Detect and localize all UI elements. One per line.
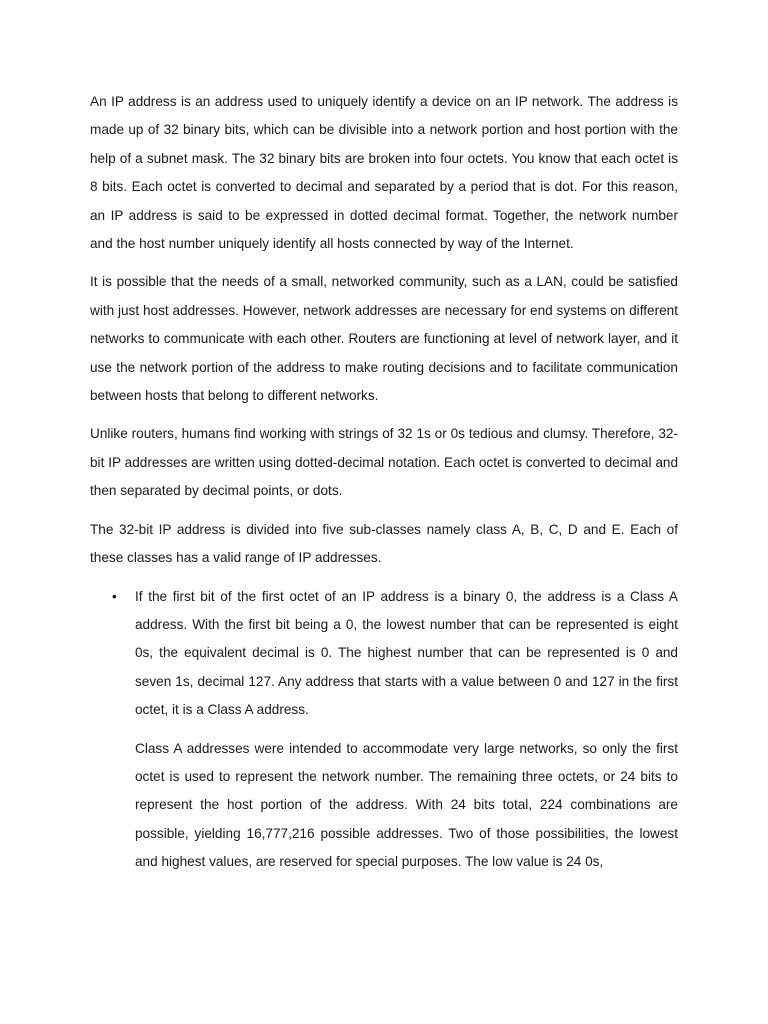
- document-page: [90, 88, 678, 887]
- paragraph-class-a-detail: Class A addresses were intended to accommodate very large networks, so only the first octet is used to represent the network number. The remaining three octets, or 24 bits to represent the host portion of the address. With 24 bits total, 224 combinations are possible, yielding 16,777,216 possible addresses. Two of those possibilities, the lowest and highest values, are reserved for special purposes. The low value is 24 0s,: [135, 740, 678, 870]
- bullet-icon: •: [112, 588, 117, 604]
- paragraph-network-addresses: It is possible that the needs of a small, networked community, such as a LAN, could be satisfied with just host addresses. However, network addresses are necessary for end systems on different networks to communicate with each other. Routers are functioning at level of network layer, and it use the network portion of the address to make routing decisions and to facilitate communication between hosts that belong to different networks.: [90, 274, 678, 404]
- list-item-class-a: [90, 583, 678, 725]
- paragraph-address-classes: The 32-bit IP address is divided into five sub-classes namely class A, B, C, D and E. Each of these classes has a valid range of IP addresses.: [90, 521, 678, 566]
- bullet-text-class-a: If the first bit of the first octet of an IP address is a binary 0, the address is a Class A address. With the first bit being a 0, the lowest number that can be represented is eight 0s, the equivalent decimal is 0. The highest number that can be represented is 0 and seven 1s, decimal 127. Any address that starts with a value between 0 and 127 in the first octet, it is a Class A address.: [135, 588, 678, 718]
- paragraph-dotted-decimal: Unlike routers, humans find working with strings of 32 1s or 0s tedious and clumsy. Therefore, 32-bit IP addresses are written using dotted-decimal notation. Each octet is converted to decimal and then separated by decimal points, or dots.: [90, 426, 678, 499]
- paragraph-ip-address-intro: An IP address is an address used to uniquely identify a device on an IP network. The address is made up of 32 binary bits, which can be divisible into a network portion and host portion with the help of a subnet mask. The 32 binary bits are broken into four octets. You know that each octet is 8 bits. Each octet is converted to decimal and separated by a period that is dot. For this reason, an IP address is said to be expressed in dotted decimal format. Together, the network number and the host number uniquely identify all hosts connected by way of the Internet.: [90, 94, 678, 252]
- class-list: [90, 583, 678, 725]
